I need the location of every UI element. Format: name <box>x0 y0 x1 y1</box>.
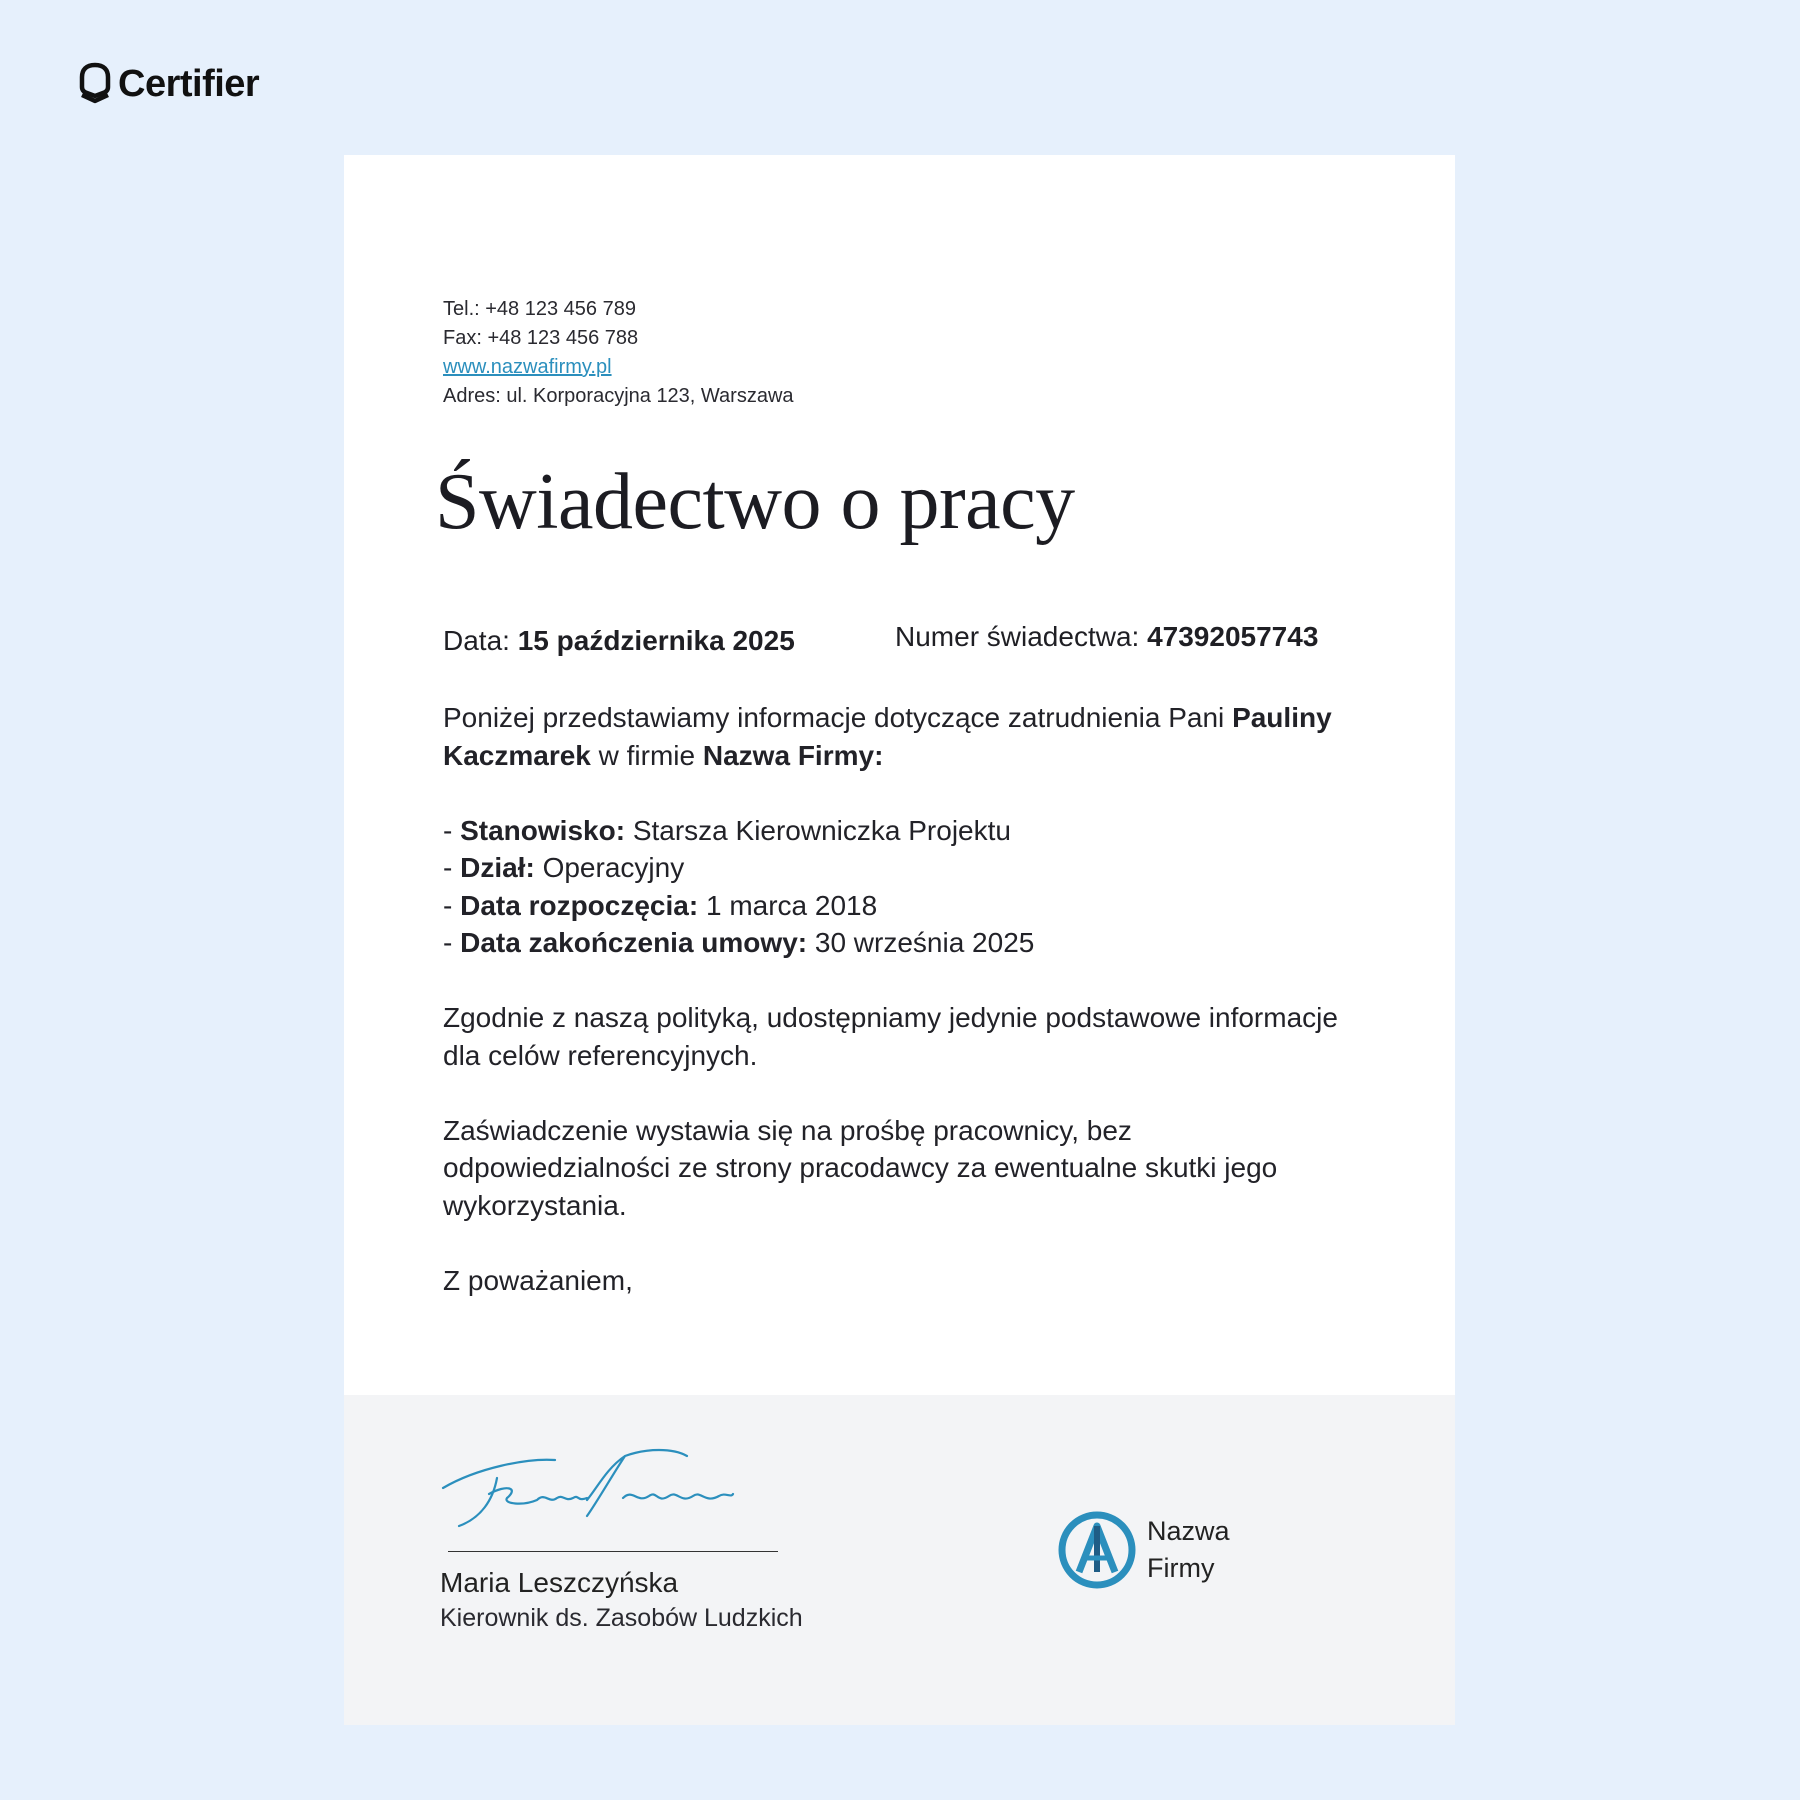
address: Adres: ul. Korporacyjna 123, Warszawa <box>443 385 794 407</box>
signature-footer <box>344 1395 1455 1725</box>
detail-label: Data rozpoczęcia: <box>460 889 699 921</box>
employment-details <box>443 812 1363 962</box>
detail-label: Stanowisko: <box>460 814 626 846</box>
disclaimer-paragraph: Zaświadczenie wystawia się na prośbę pracownicy, bez odpowiedzialności ze strony pracodawcy za ewentualne skutki jego wykorzystania. <box>443 1114 1278 1221</box>
detail-value: 1 marca 2018 <box>705 889 878 921</box>
detail-value: 30 września 2025 <box>814 927 1035 958</box>
detail-item: - Data rozpoczęcia: 1 marca 2018 <box>443 889 878 921</box>
certificate-number <box>895 621 1318 653</box>
number-label: Numer świadectwa: <box>895 621 1140 652</box>
number-value: 47392057743 <box>1147 621 1319 652</box>
date-label: Data: <box>443 625 510 656</box>
handwritten-signature <box>437 1448 737 1538</box>
contact-block <box>443 295 794 411</box>
detail-label: Data zakończenia umowy: <box>460 927 808 958</box>
website-link[interactable]: www.nazwafirmy.pl <box>443 356 612 378</box>
company-name-line2: Firmy <box>1147 1553 1215 1583</box>
company-name <box>1147 1513 1230 1587</box>
signer-name: Maria Leszczyńska <box>440 1567 679 1598</box>
certificate-sheet <box>344 155 1455 1725</box>
detail-value: Operacyjny <box>542 852 685 883</box>
employee-name: Pauliny Kaczmarek <box>443 702 1332 771</box>
brand-name: Certifier <box>118 62 260 105</box>
detail-item: - Data zakończenia umowy: 30 września 2025 <box>443 927 1035 958</box>
letter-a-circle-icon <box>1057 1510 1137 1590</box>
company-logo <box>1057 1510 1230 1590</box>
signer-role: Kierownik ds. Zasobów Ludzkich <box>440 1604 803 1632</box>
issue-date <box>443 625 795 657</box>
date-value: 15 października 2025 <box>517 625 795 656</box>
certifier-logo <box>78 62 259 106</box>
detail-item: - Dział: Operacyjny <box>443 852 685 883</box>
shield-badge-icon <box>78 62 112 106</box>
detail-item: - Stanowisko: Starsza Kierowniczka Projektu <box>443 814 1011 846</box>
closing: Z poważaniem, <box>443 1264 633 1296</box>
intro-paragraph <box>443 699 1363 774</box>
fax: Fax: +48 123 456 788 <box>443 327 639 349</box>
detail-value: Starsza Kierowniczka Projektu <box>632 814 1011 846</box>
intro-text-middle: w firmie <box>598 739 696 771</box>
phone: Tel.: +48 123 456 789 <box>443 298 636 320</box>
company-name-line1: Nazwa <box>1147 1516 1230 1546</box>
certificate-body <box>443 699 1363 1337</box>
signature-line <box>448 1551 778 1552</box>
intro-text: Poniżej przedstawiamy informacje dotyczące zatrudnienia Pani <box>443 702 1225 733</box>
document-title: Świadectwo o pracy <box>435 458 1075 546</box>
company-name-inline: Nazwa Firmy: <box>702 739 884 771</box>
detail-label: Dział: <box>460 852 535 883</box>
policy-paragraph: Zgodnie z naszą polityką, udostępniamy jedynie podstawowe informacje dla celów referencyjnych. <box>443 1002 1338 1071</box>
